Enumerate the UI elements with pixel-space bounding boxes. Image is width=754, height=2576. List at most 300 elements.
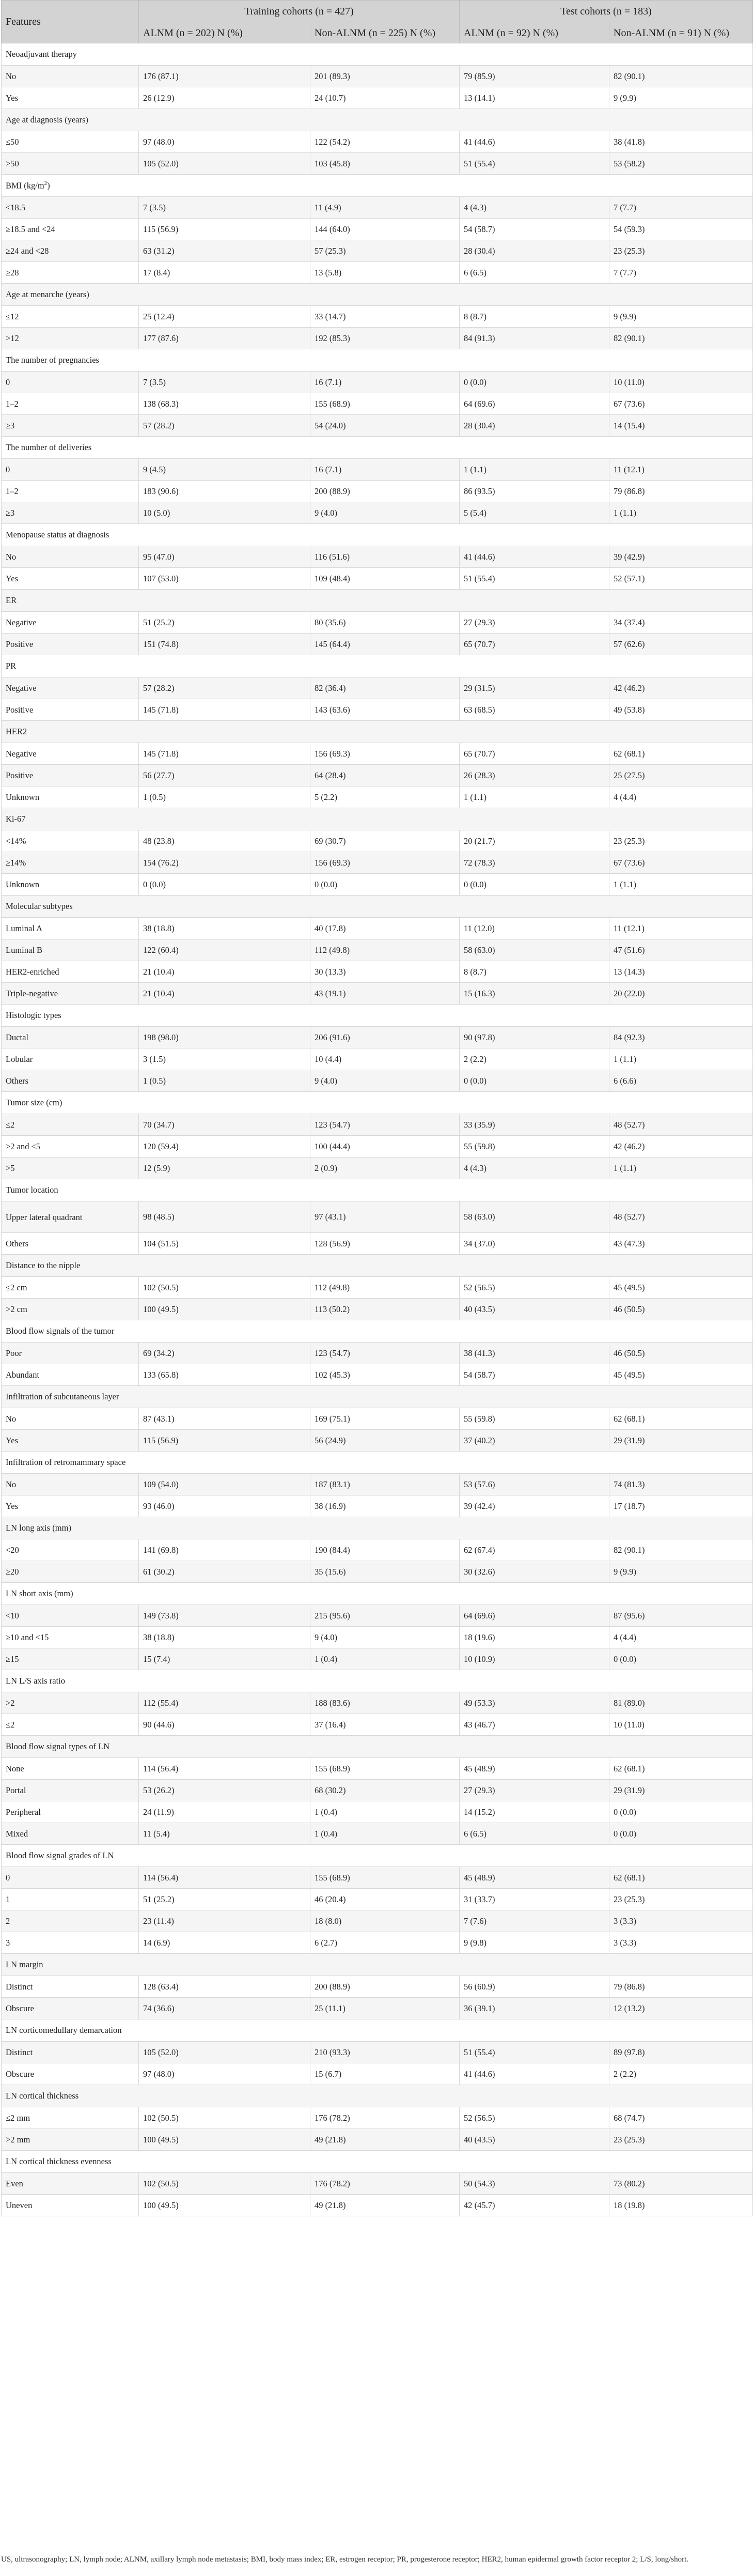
value-cell: 141 (69.8) <box>139 1539 310 1561</box>
training-cohorts-header: Training cohorts (n = 427) <box>139 1 460 23</box>
value-cell: 30 (13.3) <box>310 961 460 983</box>
value-cell: 8 (8.7) <box>460 306 609 328</box>
value-cell: 87 (95.6) <box>609 1605 753 1627</box>
category-cell: ≥3 <box>2 415 139 437</box>
section-title <box>2 721 753 743</box>
table-row <box>2 153 753 175</box>
category-cell: Positive <box>2 634 139 655</box>
value-cell: 33 (35.9) <box>460 1114 609 1136</box>
value-cell: 102 (45.3) <box>310 1364 460 1386</box>
section-row <box>2 175 753 197</box>
value-cell: 82 (90.1) <box>609 328 753 349</box>
table-row <box>2 262 753 284</box>
table-row <box>2 1343 753 1364</box>
value-cell: 86 (93.5) <box>460 481 609 502</box>
header-row-groups <box>2 1 753 23</box>
section-title-text: Blood flow signal types of LN <box>6 1741 110 1751</box>
section-row <box>2 1583 753 1605</box>
value-cell: 72 (78.3) <box>460 852 609 874</box>
value-cell: 11 (12.0) <box>460 918 609 939</box>
table-row <box>2 612 753 634</box>
section-row <box>2 437 753 459</box>
value-cell: 109 (54.0) <box>139 1474 310 1495</box>
value-cell: 0 (0.0) <box>460 874 609 896</box>
category-cell: None <box>2 1758 139 1780</box>
value-cell: 73 (80.2) <box>609 2173 753 2195</box>
value-cell: 82 (90.1) <box>609 66 753 87</box>
table-row <box>2 699 753 721</box>
category-cell: ≥14% <box>2 852 139 874</box>
table-row <box>2 1780 753 1801</box>
table-row <box>2 131 753 153</box>
col-train-non-alnm: Non-ALNM (n = 225) N (%) <box>310 23 460 43</box>
value-cell: 21 (10.4) <box>139 983 310 1005</box>
value-cell: 54 (58.7) <box>460 1364 609 1386</box>
value-cell: 18 (8.0) <box>310 1910 460 1932</box>
value-cell: 30 (32.6) <box>460 1561 609 1583</box>
value-cell: 1 (0.4) <box>310 1823 460 1845</box>
value-cell: 43 (19.1) <box>310 983 460 1005</box>
category-cell: <18.5 <box>2 197 139 219</box>
table-row <box>2 1648 753 1670</box>
table-row <box>2 197 753 219</box>
table-row <box>2 918 753 939</box>
section-title <box>2 437 753 459</box>
value-cell: 57 (28.2) <box>139 415 310 437</box>
value-cell: 176 (87.1) <box>139 66 310 87</box>
table-row <box>2 1408 753 1430</box>
value-cell: 25 (12.4) <box>139 306 310 328</box>
value-cell: 48 (52.7) <box>609 1201 753 1233</box>
section-title <box>2 896 753 918</box>
section-row <box>2 896 753 918</box>
table-row <box>2 328 753 349</box>
value-cell: 4 (4.3) <box>460 1158 609 1179</box>
section-row <box>2 1092 753 1114</box>
value-cell: 114 (56.4) <box>139 1758 310 1780</box>
value-cell: 53 (58.2) <box>609 153 753 175</box>
value-cell: 29 (31.5) <box>460 677 609 699</box>
table-row <box>2 240 753 262</box>
value-cell: 49 (53.8) <box>609 699 753 721</box>
value-cell: 54 (58.7) <box>460 219 609 240</box>
section-title <box>2 2151 753 2173</box>
table-row <box>2 66 753 87</box>
value-cell: 190 (84.4) <box>310 1539 460 1561</box>
category-cell: ≥15 <box>2 1648 139 1670</box>
value-cell: 38 (18.8) <box>139 1627 310 1648</box>
value-cell: 1 (0.5) <box>139 1070 310 1092</box>
value-cell: 74 (81.3) <box>609 1474 753 1495</box>
table-row <box>2 393 753 415</box>
category-cell: <10 <box>2 1605 139 1627</box>
value-cell: 68 (30.2) <box>310 1780 460 1801</box>
value-cell: 1 (1.1) <box>609 1048 753 1070</box>
value-cell: 29 (31.9) <box>609 1430 753 1452</box>
section-title <box>2 1320 753 1343</box>
category-cell: ≥28 <box>2 262 139 284</box>
value-cell: 24 (11.9) <box>139 1801 310 1823</box>
value-cell: 57 (25.3) <box>310 240 460 262</box>
value-cell: 39 (42.9) <box>609 546 753 568</box>
section-row <box>2 590 753 612</box>
value-cell: 0 (0.0) <box>609 1801 753 1823</box>
value-cell: 62 (68.1) <box>609 1408 753 1430</box>
value-cell: 97 (48.0) <box>139 131 310 153</box>
category-cell: 1 <box>2 1889 139 1910</box>
value-cell: 97 (48.0) <box>139 2063 310 2085</box>
value-cell: 128 (63.4) <box>139 1976 310 1998</box>
table-row <box>2 1201 753 1233</box>
value-cell: 8 (8.7) <box>460 961 609 983</box>
section-title-text: LN cortical thickness <box>6 2091 79 2101</box>
section-title-superscript: 2 <box>44 180 48 187</box>
value-cell: 122 (54.2) <box>310 131 460 153</box>
value-cell: 17 (8.4) <box>139 262 310 284</box>
category-cell: Obscure <box>2 1998 139 2019</box>
section-title <box>2 1179 753 1201</box>
value-cell: 6 (6.6) <box>609 1070 753 1092</box>
table-row <box>2 852 753 874</box>
value-cell: 4 (4.3) <box>460 197 609 219</box>
table-row <box>2 1889 753 1910</box>
section-row <box>2 43 753 66</box>
value-cell: 145 (64.4) <box>310 634 460 655</box>
value-cell: 40 (43.5) <box>460 2129 609 2151</box>
value-cell: 51 (25.2) <box>139 1889 310 1910</box>
value-cell: 51 (55.4) <box>460 568 609 590</box>
value-cell: 156 (69.3) <box>310 743 460 765</box>
section-title <box>2 1386 753 1408</box>
category-cell: ≤2 cm <box>2 1277 139 1299</box>
value-cell: 2 (0.9) <box>310 1158 460 1179</box>
value-cell: 154 (76.2) <box>139 852 310 874</box>
section-title-text: Ki-67 <box>6 814 26 824</box>
section-title-text: Age at diagnosis (years) <box>6 115 88 125</box>
value-cell: 200 (88.9) <box>310 481 460 502</box>
value-cell: 11 (12.1) <box>609 918 753 939</box>
value-cell: 10 (5.0) <box>139 502 310 524</box>
section-title <box>2 524 753 546</box>
section-row <box>2 1386 753 1408</box>
section-row <box>2 1954 753 1976</box>
value-cell: 38 (16.9) <box>310 1495 460 1517</box>
value-cell: 82 (36.4) <box>310 677 460 699</box>
value-cell: 120 (59.4) <box>139 1136 310 1158</box>
category-cell: 3 <box>2 1932 139 1954</box>
value-cell: 16 (7.1) <box>310 459 460 481</box>
table-row <box>2 219 753 240</box>
table-row <box>2 874 753 896</box>
value-cell: 69 (30.7) <box>310 830 460 852</box>
category-cell: Others <box>2 1233 139 1255</box>
value-cell: 45 (48.9) <box>460 1867 609 1889</box>
features-header: Features <box>2 1 139 43</box>
table-row <box>2 2107 753 2129</box>
value-cell: 69 (34.2) <box>139 1343 310 1364</box>
value-cell: 23 (25.3) <box>609 830 753 852</box>
section-title-text: Molecular subtypes <box>6 901 73 911</box>
category-cell: ≥20 <box>2 1561 139 1583</box>
table-row <box>2 1561 753 1583</box>
category-cell: Lobular <box>2 1048 139 1070</box>
value-cell: 10 (11.0) <box>609 1714 753 1736</box>
category-cell: Triple-negative <box>2 983 139 1005</box>
section-title-text: LN corticomedullary demarcation <box>6 2025 122 2035</box>
category-cell: Unknown <box>2 874 139 896</box>
value-cell: 215 (95.6) <box>310 1605 460 1627</box>
value-cell: 20 (21.7) <box>460 830 609 852</box>
value-cell: 40 (17.8) <box>310 918 460 939</box>
value-cell: 0 (0.0) <box>609 1823 753 1845</box>
value-cell: 56 (24.9) <box>310 1430 460 1452</box>
value-cell: 123 (54.7) <box>310 1114 460 1136</box>
value-cell: 115 (56.9) <box>139 219 310 240</box>
category-cell: ≥18.5 and <24 <box>2 219 139 240</box>
category-cell: Upper lateral quadrant <box>2 1201 139 1233</box>
category-cell: Distinct <box>2 2042 139 2063</box>
table-row <box>2 939 753 961</box>
value-cell: 144 (64.0) <box>310 219 460 240</box>
value-cell: 102 (50.5) <box>139 2173 310 2195</box>
value-cell: 64 (69.6) <box>460 1605 609 1627</box>
section-row <box>2 109 753 131</box>
value-cell: 46 (20.4) <box>310 1889 460 1910</box>
section-title <box>2 1845 753 1867</box>
value-cell: 23 (25.3) <box>609 2129 753 2151</box>
value-cell: 52 (56.5) <box>460 1277 609 1299</box>
category-cell: ≤50 <box>2 131 139 153</box>
value-cell: 105 (52.0) <box>139 153 310 175</box>
value-cell: 43 (46.7) <box>460 1714 609 1736</box>
value-cell: 151 (74.8) <box>139 634 310 655</box>
table-row <box>2 1976 753 1998</box>
category-cell: ≤2 <box>2 1114 139 1136</box>
value-cell: 43 (47.3) <box>609 1233 753 1255</box>
section-row <box>2 721 753 743</box>
value-cell: 49 (53.3) <box>460 1692 609 1714</box>
value-cell: 5 (5.4) <box>460 502 609 524</box>
section-title-text: Tumor size (cm) <box>6 1098 62 1107</box>
table-row <box>2 983 753 1005</box>
value-cell: 23 (25.3) <box>609 1889 753 1910</box>
value-cell: 6 (6.5) <box>460 1823 609 1845</box>
value-cell: 9 (4.5) <box>139 459 310 481</box>
value-cell: 107 (53.0) <box>139 568 310 590</box>
value-cell: 81 (89.0) <box>609 1692 753 1714</box>
value-cell: 183 (90.6) <box>139 481 310 502</box>
value-cell: 143 (63.6) <box>310 699 460 721</box>
category-cell: Even <box>2 2173 139 2195</box>
value-cell: 90 (44.6) <box>139 1714 310 1736</box>
category-cell: <20 <box>2 1539 139 1561</box>
category-cell: Yes <box>2 568 139 590</box>
value-cell: 122 (60.4) <box>139 939 310 961</box>
value-cell: 155 (68.9) <box>310 1867 460 1889</box>
table-row <box>2 1158 753 1179</box>
value-cell: 40 (43.5) <box>460 1299 609 1320</box>
value-cell: 4 (4.4) <box>609 1627 753 1648</box>
category-cell: Mixed <box>2 1823 139 1845</box>
value-cell: 58 (63.0) <box>460 939 609 961</box>
category-cell: ≤2 <box>2 1714 139 1736</box>
table-row <box>2 765 753 786</box>
section-row <box>2 349 753 372</box>
value-cell: 49 (21.8) <box>310 2129 460 2151</box>
value-cell: 47 (51.6) <box>609 939 753 961</box>
value-cell: 11 (4.9) <box>310 197 460 219</box>
value-cell: 93 (46.0) <box>139 1495 310 1517</box>
value-cell: 45 (48.9) <box>460 1758 609 1780</box>
value-cell: 45 (49.5) <box>609 1277 753 1299</box>
value-cell: 25 (27.5) <box>609 765 753 786</box>
value-cell: 9 (9.9) <box>609 1561 753 1583</box>
value-cell: 176 (78.2) <box>310 2107 460 2129</box>
section-row <box>2 1736 753 1758</box>
value-cell: 42 (46.2) <box>609 677 753 699</box>
value-cell: 0 (0.0) <box>310 874 460 896</box>
section-title-text: LN margin <box>6 1960 43 1969</box>
table-row <box>2 546 753 568</box>
section-title-text: BMI (kg/m <box>6 180 44 191</box>
table-body <box>2 43 753 2216</box>
value-cell: 9 (4.0) <box>310 1627 460 1648</box>
value-cell: 112 (49.8) <box>310 939 460 961</box>
section-title <box>2 1954 753 1976</box>
value-cell: 3 (3.3) <box>609 1932 753 1954</box>
table-row <box>2 2195 753 2216</box>
value-cell: 62 (68.1) <box>609 1867 753 1889</box>
category-cell: >12 <box>2 328 139 349</box>
category-cell: Luminal A <box>2 918 139 939</box>
section-title-text: The number of pregnancies <box>6 355 99 365</box>
value-cell: 67 (73.6) <box>609 852 753 874</box>
value-cell: 1 (1.1) <box>609 502 753 524</box>
category-cell: Yes <box>2 1430 139 1452</box>
value-cell: 31 (33.7) <box>460 1889 609 1910</box>
table-row <box>2 372 753 393</box>
value-cell: 1 (0.5) <box>139 786 310 808</box>
value-cell: 0 (0.0) <box>460 372 609 393</box>
value-cell: 7 (3.5) <box>139 372 310 393</box>
value-cell: 13 (5.8) <box>310 262 460 284</box>
table-row <box>2 1714 753 1736</box>
value-cell: 51 (25.2) <box>139 612 310 634</box>
table-row <box>2 1299 753 1320</box>
test-cohorts-header: Test cohorts (n = 183) <box>460 1 753 23</box>
category-cell: Obscure <box>2 2063 139 2085</box>
category-cell: No <box>2 66 139 87</box>
value-cell: 52 (57.1) <box>609 568 753 590</box>
value-cell: 64 (69.6) <box>460 393 609 415</box>
table-row <box>2 830 753 852</box>
table-row <box>2 634 753 655</box>
value-cell: 55 (59.8) <box>460 1408 609 1430</box>
value-cell: 82 (90.1) <box>609 1539 753 1561</box>
value-cell: 188 (83.6) <box>310 1692 460 1714</box>
section-title <box>2 2085 753 2107</box>
value-cell: 54 (59.3) <box>609 219 753 240</box>
category-cell: 0 <box>2 1867 139 1889</box>
table-row <box>2 1277 753 1299</box>
value-cell: 84 (91.3) <box>460 328 609 349</box>
value-cell: 18 (19.6) <box>460 1627 609 1648</box>
section-title-text: Age at menarche (years) <box>6 289 89 299</box>
value-cell: 176 (78.2) <box>310 2173 460 2195</box>
value-cell: 100 (49.5) <box>139 2129 310 2151</box>
value-cell: 128 (56.9) <box>310 1233 460 1255</box>
value-cell: 28 (30.4) <box>460 240 609 262</box>
value-cell: 29 (31.9) <box>609 1780 753 1801</box>
category-cell: Portal <box>2 1780 139 1801</box>
value-cell: 63 (31.2) <box>139 240 310 262</box>
value-cell: 56 (60.9) <box>460 1976 609 1998</box>
table-row <box>2 2042 753 2063</box>
category-cell: Negative <box>2 612 139 634</box>
value-cell: 13 (14.3) <box>609 961 753 983</box>
value-cell: 113 (50.2) <box>310 1299 460 1320</box>
value-cell: 9 (4.0) <box>310 1070 460 1092</box>
section-title <box>2 109 753 131</box>
section-row <box>2 1179 753 1201</box>
section-title-end: ) <box>47 180 50 191</box>
section-title-text: Neoadjuvant therapy <box>6 49 77 59</box>
value-cell: 206 (91.6) <box>310 1027 460 1048</box>
value-cell: 98 (48.5) <box>139 1201 310 1233</box>
value-cell: 62 (68.1) <box>609 743 753 765</box>
section-row <box>2 655 753 677</box>
value-cell: 80 (35.6) <box>310 612 460 634</box>
value-cell: 2 (2.2) <box>460 1048 609 1070</box>
value-cell: 51 (55.4) <box>460 2042 609 2063</box>
section-title-text: LN short axis (mm) <box>6 1588 73 1598</box>
value-cell: 62 (68.1) <box>609 1758 753 1780</box>
value-cell: 15 (6.7) <box>310 2063 460 2085</box>
value-cell: 56 (27.7) <box>139 765 310 786</box>
section-title <box>2 1452 753 1474</box>
section-title-text: Blood flow signals of the tumor <box>6 1326 115 1336</box>
category-cell: >50 <box>2 153 139 175</box>
section-title <box>2 1517 753 1539</box>
value-cell: 38 (41.8) <box>609 131 753 153</box>
section-title-text: LN long axis (mm) <box>6 1523 71 1533</box>
value-cell: 41 (44.6) <box>460 2063 609 2085</box>
value-cell: 102 (50.5) <box>139 2107 310 2129</box>
value-cell: 65 (70.7) <box>460 634 609 655</box>
value-cell: 46 (50.5) <box>609 1299 753 1320</box>
table-row <box>2 1233 753 1255</box>
characteristics-table <box>1 0 753 2216</box>
value-cell: 1 (1.1) <box>609 1158 753 1179</box>
value-cell: 149 (73.8) <box>139 1605 310 1627</box>
table-row <box>2 743 753 765</box>
table-row <box>2 306 753 328</box>
section-row <box>2 284 753 306</box>
table-row <box>2 1823 753 1845</box>
section-title <box>2 1583 753 1605</box>
table-row <box>2 1048 753 1070</box>
category-cell: Yes <box>2 1495 139 1517</box>
table-row <box>2 1495 753 1517</box>
section-title-text: LN cortical thickness evenness <box>6 2156 112 2166</box>
value-cell: 11 (12.1) <box>609 459 753 481</box>
value-cell: 1 (1.1) <box>609 874 753 896</box>
section-title <box>2 655 753 677</box>
value-cell: 7 (7.7) <box>609 262 753 284</box>
section-title <box>2 349 753 372</box>
value-cell: 79 (86.8) <box>609 1976 753 1998</box>
table-row <box>2 2063 753 2085</box>
